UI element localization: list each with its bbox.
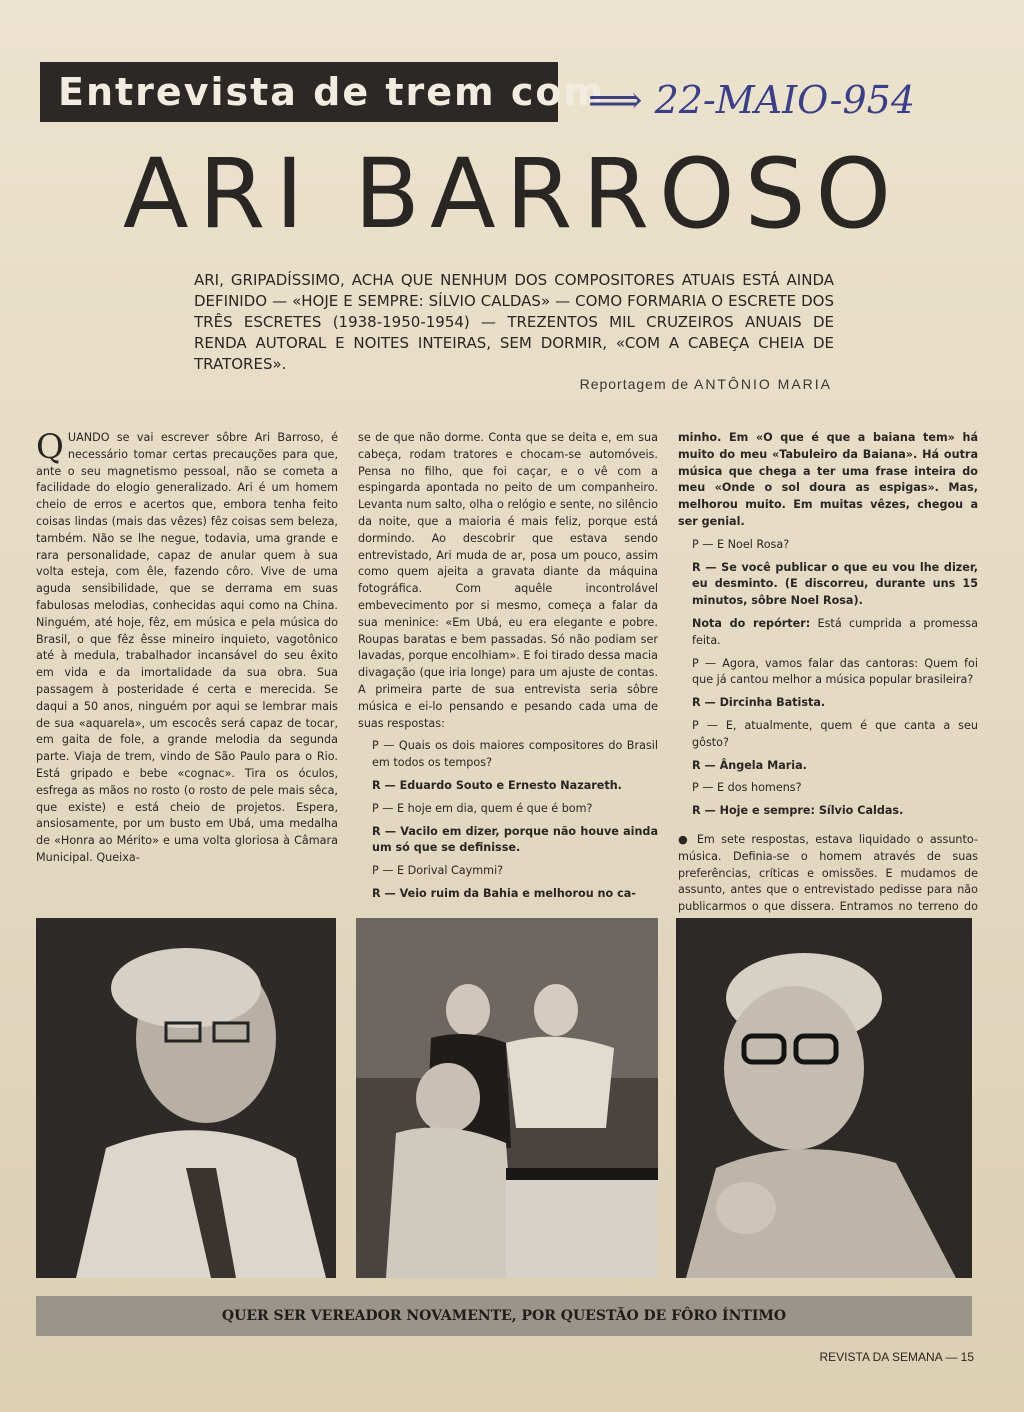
question: P — Agora, vamos falar das cantoras: Quem foi que já cantou melhor a música popular brasileira? <box>692 656 978 687</box>
question: P — Quais os dois maiores compositores do Brasil em todos os tempos? <box>372 739 658 770</box>
question: P — E Noel Rosa? <box>692 537 790 551</box>
question: P — E, atualmente, quem é que canta a seu gôsto? <box>692 718 978 749</box>
column-3 <box>678 430 978 939</box>
byline <box>560 376 832 392</box>
closing-text: Em sete respostas, estava liquidado o assunto-música. Definia-se o homem através de suas preferências, críticas e omissões. E mudamos de assunto, antes que o entrevistado pedisse para não publicarmos o que dissera. Entramos no terreno do <box>678 832 978 914</box>
column-2 <box>358 430 658 909</box>
note-label: Nota do repórter: <box>692 616 811 630</box>
question: P — E dos homens? <box>692 781 802 795</box>
column-1-paragraph <box>36 427 338 867</box>
reporter-note <box>678 616 978 650</box>
photo-ari-at-piano-image <box>356 918 658 1278</box>
photo-ari-laughing-image <box>36 918 336 1278</box>
article-subtitle: ARI, GRIPADÍSSIMO, ACHA QUE NENHUM DOS COMPOSITORES ATUAIS ESTÁ AINDA DEFINIDO — «HOJE E SEMPRE: SÍLVIO CALDAS» — COMO FORMARIA O ESCRETE DOS TRÊS ESCRETES (1938-1950-1954) — TREZENTOS MIL CRUZEIROS ANUAIS DE RENDA AUTORAL E NOITES INTEIRAS, SEM DORMIR, «COM A CABEÇA CHEIA DE TRATORES». <box>194 271 834 373</box>
answer: R — Dircinha Batista. <box>692 696 826 710</box>
photo-ari-laughing <box>36 918 336 1278</box>
answer: R — Eduardo Souto e Ernesto Nazareth. <box>372 778 622 792</box>
column-2-paragraph: se de que não dorme. Conta que se deita e, em sua cabeça, rodam tratores e chocam-se automóveis. Pensa no filho, que foi caçar, e o vê com a espingarda apontada no peito de um companheiro. Levanta num salto, olha o relógio e sente, no silêncio da noite, que a maioria é mais feliz, porque está dormindo. Ao descobrir que estava sendo entrevistado, Ari muda de ar, posa um pouco, assim como quem ajeita a gravata diante da máquina fotográfica. Com aquêle incontrolável embevecimento por si mesmo, começa a falar da sua meninice: «Em Ubá, eu era elegante e pobre. Roupas baratas e bem passadas. Só não podiam ser lavadas, porque encolhiam». E foi tirado dessa macia divagação (que iria longe) para um ajuste de contas. A primeira parte de sua entrevista seria sôbre música e ei-lo pensando e pesando cada uma de suas respostas: <box>358 431 658 730</box>
answer: R — Ângela Maria. <box>692 758 807 772</box>
question: P — E hoje em dia, quem é que é bom? <box>372 801 593 815</box>
drop-cap: Q <box>36 427 64 467</box>
byline-prefix: Reportagem de <box>579 376 690 392</box>
photo-ari-portrait-image <box>676 918 972 1278</box>
answer: R — Se você publicar o que eu vou lhe dizer, eu desminto. (E discorreu, durante uns 15 minutos, sôbre Noel Rosa). <box>692 560 978 608</box>
page-footer: REVISTA DA SEMANA — 15 <box>819 1350 974 1364</box>
article-title: ARI BARROSO <box>122 138 902 250</box>
arrow-icon: ⟹ <box>588 78 655 122</box>
byline-author: ANTÔNIO MARIA <box>693 376 832 392</box>
bullet-icon: ● <box>678 832 691 846</box>
note-text: Está cumprida a promessa feita. <box>692 616 978 647</box>
answer: R — Veio ruim da Bahia e melhorou no ca- <box>372 886 636 900</box>
photo-caption: QUER SER VEREADOR NOVAMENTE, POR QUESTÃO DE FÔRO ÍNTIMO <box>36 1296 972 1336</box>
photo-ari-portrait <box>676 918 972 1278</box>
answer: R — Hoje e sempre: Sílvio Caldas. <box>692 804 904 818</box>
question: P — E Dorival Caymmi? <box>372 864 504 878</box>
handwritten-date <box>588 78 988 128</box>
column-1 <box>36 427 338 873</box>
section-header: Entrevista de trem com <box>40 62 558 122</box>
column-3-lead: minho. Em «O que é que a baiana tem» há muito do meu «Tabuleiro da Baiana». Há outra música que chega a ter uma frase inteira do meu «Onde o sol doura as espigas». Mas, melhorou muito. Em muitas vêzes, chegou a ser genial. <box>678 431 978 528</box>
handwritten-date-text: 22-MAIO-954 <box>654 78 916 122</box>
column-1-text: UANDO se vai escrever sôbre Ari Barroso, é necessário tomar certas precauções para que, ante o seu magnetismo pessoal, não se cometa a facilidade do elogio generalizado. Ari é um homem cheio de erros e acertos que, embora tenha feito coisas lindas (mais das vêzes) fêz coisas sem beleza, também. Não se lhe negue, todavia, uma grande e rara personalidade, capaz de anular quem à sua volta esteja, com êle, fazendo côro. Vive de uma aguda sensibilidade, que se derrama em suas fabulosas melodias, conhecidas aqui como na China. Ninguém, até hoje, fêz, em música e pela música do Brasil, o que fêz êsse mineiro inquieto, vagotônico até à medula, trabalhador incansável do seu êxito em vida e da imortalidade da sua obra. Sua passagem à posteridade é certa e merecida. Se daqui a 50 anos, ninguém por aqui se lembrar mais de sua «aquarela», um escocês será capaz de tocar, em gaita de fole, a grande melodia da segunda parte. Viaja de trem, vindo de São Paulo para o Rio. Está gripado e bebe «cognac». Tira os óculos, esfrega as mãos no rosto (o rosto de pele mais sêca, que existe) e está cheio de projetos. Espera, ansiosamente, por um busto em Ubá, uma medalha de «Honra ao Mérito» e uma volta gloriosa à Câmara Municipal. Queixa- <box>36 431 338 864</box>
answer: R — Vacilo em dizer, porque não houve ainda um só que se definisse. <box>372 824 658 855</box>
photo-ari-at-piano <box>356 918 658 1278</box>
